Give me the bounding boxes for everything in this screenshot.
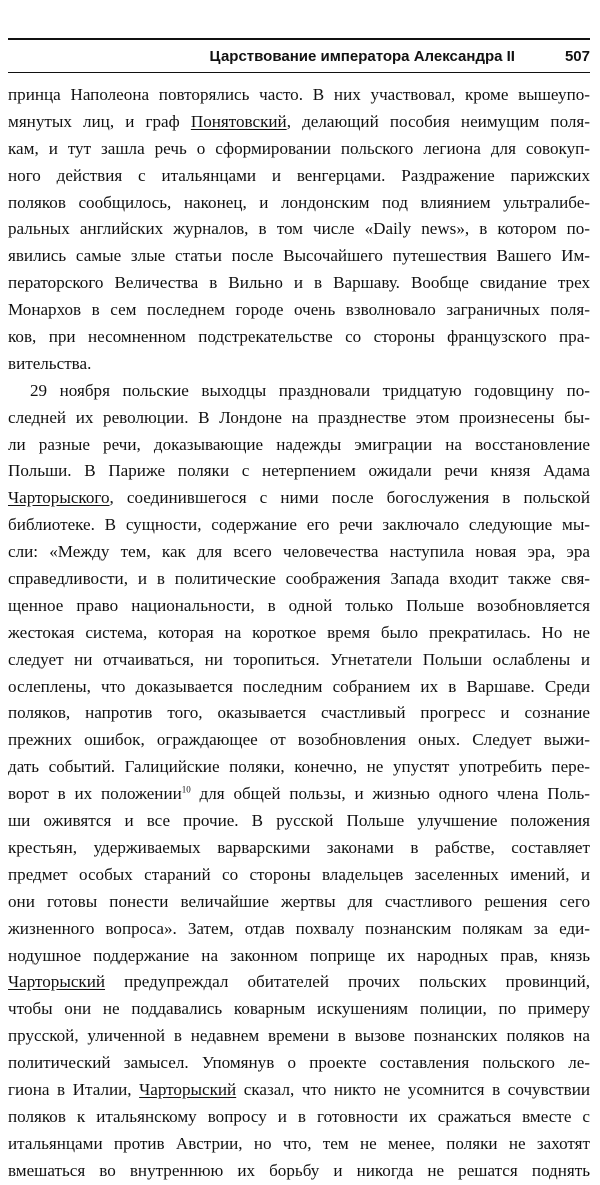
text-line: следней их революции. В Лондоне на празднестве этом произнесены бы- (8, 407, 590, 427)
text-line: крестьян, удерживаемых варварскими законами в рабстве, составляет (8, 837, 590, 857)
page-number: 507 (564, 47, 590, 65)
underlined-name: Чарторыский (8, 972, 106, 992)
text-line: ослеплены, что доказывается последним собранием их в Варшаве. Среди (8, 676, 590, 696)
body-text (8, 82, 590, 1185)
text-line: ральных английских журналов, в том числе «Daily news», в котором по- (8, 219, 590, 239)
text-line: нодушное поддержание на законном поприще их народных прав, князь (8, 945, 590, 965)
underlined-name: Понятовский (190, 111, 287, 131)
text-line: мянутых лиц, и граф Понятовский, делающий пособия неимущим поля- (8, 111, 590, 131)
text-line: дать событий. Галицийские поляки, конечно, не упустят употребить пере- (8, 757, 590, 777)
text-line: щенное право национальности, в одной только Польше возобновляется (8, 595, 590, 615)
running-title: Царствование императора Александра II (209, 47, 515, 65)
text-line: жизненного вопроса». Затем, отдав похвалу познанским полякам за еди- (8, 918, 590, 938)
text-line: явились самые злые статьи после Высочайшего путешествия Вашего Им- (8, 246, 590, 266)
text-line: ков, при несомненном подстрекательстве со стороны французского пра- (8, 327, 590, 347)
text-line: жестокая система, которая на короткое время было прекратилась. Но не (8, 622, 590, 642)
text-line: ператорского Величества в Вильно и в Варшаву. Вообще свидание трех (8, 273, 590, 293)
text-line: Монархов в сем последнем городе очень взволновало заграничных поля- (8, 300, 590, 320)
text-line: Чарторыский предупреждал обитателей прочих польских провинций, (8, 972, 590, 992)
text-line: ши оживятся и все прочие. В русской Польше улучшение положения (8, 811, 590, 831)
underlined-name: Чарторыского (8, 488, 110, 508)
text-line: 29 ноября польские выходцы праздновали тридцатую годовщину по- (30, 380, 590, 400)
footnote-mark: 10 (181, 784, 191, 795)
text-line: ворот в их положении$^{10}$ для общей пользы, и жизнью одного члена Поль- (8, 784, 590, 804)
text-line: чтобы они не поддавались коварным искушениям полиции, по примеру (8, 999, 590, 1019)
underlined-name: Чарторыский (139, 1079, 237, 1099)
text-line: ного действия с итальянцами и венгерцами. Раздражение парижских (8, 165, 590, 185)
text-line: сли: «Между тем, как для всего человечества наступила новая эра, эра (8, 542, 590, 562)
text-line: политический замысел. Упомянув о проекте составления польского ле- (8, 1053, 590, 1073)
text-line: предмет особых стараний со стороны владельцев заселенных имений, и (8, 864, 590, 884)
text-line: ли разные речи, доказывающие надежды эмиграции на восстановление (8, 434, 590, 454)
text-line: поляков к итальянскому вопросу и в готовности их сражаться вместе с (8, 1106, 590, 1126)
text-line: Чарторыского, соединившегося с ними после богослужения в польской (8, 488, 590, 508)
text-line: вмешаться во внутреннюю их борьбу и никогда не решатся поднять (8, 1160, 590, 1180)
text-line: прежних ошибок, ограждающее от возобновления оных. Следует выжи- (8, 730, 590, 750)
text-line: итальянцами против Австрии, но что, тем не менее, поляки не захотят (8, 1133, 590, 1153)
text-line: поляков, напротив того, оказывается счастливый прогресс и сознание (8, 703, 590, 723)
text-line: вительства. (8, 353, 92, 373)
running-header (8, 38, 590, 73)
text-line: Польши. В Париже поляки с нетерпением ожидали речи князя Адама (8, 461, 590, 481)
text-line: принца Наполеона повторялись часто. В них участвовал, кроме вышеупо- (8, 85, 590, 104)
text-line: кам, и тут зашла речь о сформировании польского легиона для совокуп- (8, 138, 590, 158)
text-line: поляков сообщилось, наконец, и лондонским под влиянием ультралибе- (8, 192, 590, 212)
text-line: библиотеке. В сущности, содержание его речи заключало следующие мы- (8, 515, 590, 535)
text-line: прусской, уличенной в недавнем времени в вызове познанских поляков на (8, 1026, 590, 1046)
text-line: гиона в Италии, Чарторыский сказал, что никто не усомнится в сочувствии (8, 1079, 590, 1099)
text-line: справедливости, и в политические соображения Запада входит также свя- (8, 569, 590, 589)
text-line: следует ни отчаиваться, ни торопиться. Угнетатели Польши ослаблены и (8, 649, 590, 669)
text-line: они готовы понести величайшие жертвы для счастливого решения сего (8, 891, 590, 911)
